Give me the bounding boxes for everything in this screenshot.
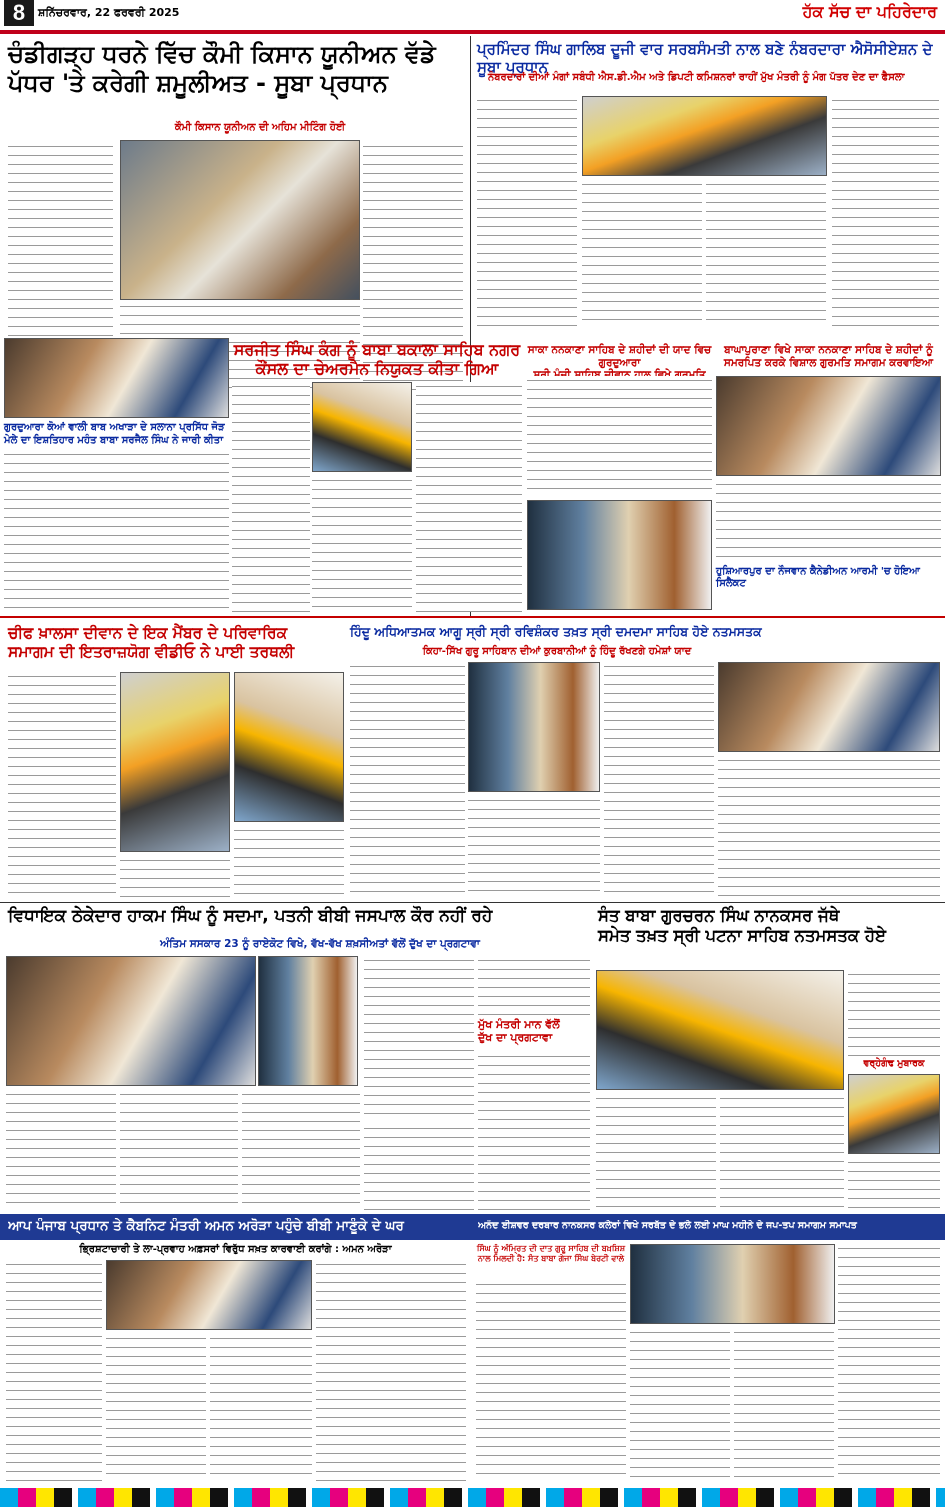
a4-body [4,450,229,610]
a11-headline-line2: ਦੁੱਖ ਦਾ ਪ੍ਰਗਟਾਵਾ [478,1031,553,1045]
a8-photo1 [120,672,230,852]
a13-label: ਵਰ੍ਹੇਗੰਢ ਮੁਬਾਰਕ [863,1058,925,1069]
a10-body-col2 [478,956,590,1016]
a9-photo2 [718,662,940,752]
a12-headline [598,906,940,946]
a8-headline-line2: ਸਮਾਗਮ ਦੀ ਇਤਰਾਜ਼ਯੋਗ ਵੀਡੀਓ ਨੇ ਪਾਈ ਤਰਥਲੀ [8,642,295,661]
a8-headline-line1: ਚੀਫ ਖ਼ਾਲਸਾ ਦੀਵਾਨ ਦੇ ਇਕ ਮੈਂਬਰ ਦੇ ਪਰਿਵਾਰਿਕ [8,624,288,642]
a3-headline-line1: ਸਰਜੀਤ ਸਿੰਘ ਕੰਗ ਨੂੰ ਬਾਬਾ ਬਕਾਲਾ ਸਾਹਿਬ ਨਗਰ [233,340,521,359]
a2-headline: ਪ੍ਰਮਿੰਦਰ ਸਿੰਘ ਗਾਲਿਬ ਦੂਜੀ ਵਾਰ ਸਰਬਸੰਮਤੀ ਨਾਲ ਬਣੇ ਨੰਬਰਦਾਰਾ ਐਸੋਸੀਏਸ਼ਨ ਦੇ ਸੂਬਾ ਪ੍ਰਧਾਨ [477,40,933,76]
a10-body-col3 [6,1090,116,1210]
a4-caption-line2: ਮੇਲੇ ਦਾ ਇਸ਼ਤਿਹਾਰ ਮਹੰਤ ਬਾਬਾ ਸਰਜੈਲ ਸਿੰਘ ਨੇ ਜਾਰੀ ਕੀਤਾ [4,434,224,446]
section-divider-1 [0,616,945,618]
a10-body-col1 [364,956,474,1121]
a12-headline-line1: ਸੰਤ ਬਾਬਾ ਗੁਰਚਰਨ ਸਿੰਘ ਨਾਨਕਸਰ ਜੱਥੇ [598,906,840,925]
registration-strip [0,1488,945,1507]
a3-body-col2 [312,476,412,612]
a1-photo [120,140,360,300]
a15-subhead: ਸਿੰਘ ਨੂੰ ਅੰਮ੍ਰਿਤ ਦੀ ਦਾਤ ਗੁਰੂ ਸਾਹਿਬ ਦੀ ਬਖ਼ਸ਼ਿਸ਼ ਨਾਲ ਮਿਲਦੀ ਹੈ: ਸੰਤ ਬਾਬਾ ਗੇਜਾ ਸਿੰਘ ਬੇਰਟੀ ਵਾਲੇ [476,1244,626,1263]
masthead-title: ਹੱਕ ਸੱਚ ਦਾ ਪਹਿਰੇਦਾਰ [802,2,937,21]
a9-photo1 [468,662,600,792]
a14-photo [106,1260,312,1330]
a8-photo2 [234,672,344,822]
a3-photo [312,382,412,472]
a3-body-col1 [232,382,310,612]
a14-headline: ਆਪ ਪੰਜਾਬ ਪ੍ਰਧਾਨ ਤੇ ਕੈਬਨਿਟ ਮੰਤਰੀ ਅਮਨ ਅਰੋੜਾ ਪਹੁੰਚੇ ਬੀਬੀ ਮਾਣੂੰਕੇ ਦੇ ਘਰ [8,1218,404,1234]
a9-body-col2 [468,796,600,897]
a2-body-col1 [477,96,577,326]
a15-body-col4 [838,1244,940,1482]
a9-body-col1 [350,662,465,897]
a9-headline: ਹਿੰਦੂ ਅਧਿਆਤਮਕ ਆਗੂ ਸ੍ਰੀ ਸ੍ਰੀ ਰਵਿਸ਼ੰਕਰ ਤਖ਼ਤ ਸ੍ਰੀ ਦਮਦਮਾ ਸਾਹਿਬ ਹੋਏ ਨਤਮਸਤਕ [350,624,762,639]
a10-body-col6 [364,1124,474,1210]
a12-photo [596,970,844,1090]
a10-photo2 [258,956,358,1086]
a15-body-col2 [630,1328,730,1482]
a10-body-col4 [120,1090,238,1210]
a6-headline [716,344,941,369]
a14-subhead: ਭ੍ਰਿਸ਼ਟਾਚਾਰੀ ਤੇ ਲਾ-ਪ੍ਰਵਾਹ ਅਫ਼ਸਰਾਂ ਵਿਰੁੱਧ ਸਖ਼ਤ ਕਾਰਵਾਈ ਕਰਾਂਗੇ : ਅਮਨ ਅਰੋੜਾ [79,1244,392,1255]
a7-caption: ਹੁਸ਼ਿਆਰਪੁਰ ਦਾ ਨੌਜਵਾਨ ਕੈਨੇਡੀਅਨ ਆਰਮੀ 'ਚ ਹੋਇਆ ਸਿਲੈਕਟ [716,566,920,589]
a10-headline: ਵਿਧਾਇਕ ਠੇਕੇਦਾਰ ਹਾਕਮ ਸਿੰਘ ਨੂੰ ਸਦਮਾ, ਪਤਨੀ ਬੀਬੀ ਜਸਪਾਲ ਕੌਰ ਨਹੀਂ ਰਹੇ [8,906,493,926]
a11-headline [478,1018,590,1044]
header-rule [0,30,945,34]
a1-headline-line2: ਪੱਧਰ 'ਤੇ ਕਰੇਗੀ ਸ਼ਮੂਲੀਅਤ - ਸੂਬਾ ਪ੍ਰਧਾਨ [8,68,388,97]
a12-headline-line2: ਸਮੇਤ ਤਖ਼ਤ ਸ੍ਰੀ ਪਟਨਾ ਸਾਹਿਬ ਨਤਮਸਤਕ ਹੋਏ [598,925,887,945]
section-divider-2 [0,902,945,903]
a9-body-col4 [718,756,940,897]
a10-subhead: ਅੰਤਿਮ ਸਸਕਾਰ 23 ਨੂੰ ਰਾਏਕੋਟ ਵਿਖੇ, ਵੱਖ-ਵੱਖ ਸ਼ਖ਼ਸੀਅਤਾਂ ਵੱਲੋਂ ਦੁੱਖ ਦਾ ਪ੍ਰਗਟਾਵਾ [160,938,480,950]
a15-body-col1 [476,1280,626,1482]
a5-body [527,376,712,496]
a12-body-col3 [720,1094,844,1210]
a13-photo [848,1074,940,1154]
a13-body [848,1158,940,1210]
a5-headline-line1: ਸਾਕਾ ਨਨਕਾਣਾ ਸਾਹਿਬ ਦੇ ਸ਼ਹੀਦਾਂ ਦੀ ਯਾਦ ਵਿਚ ਗੁਰਦੁਆਰਾ [527,344,712,369]
a4-caption-line1: ਗੁਰਦੁਆਰਾ ਕੋਆਂ ਵਾਲੀ ਬਾਬ ਅਖਾੜਾ ਦੇ ਸਲਾਨਾ ਪ੍ਰਸਿੱਧ ਜੋੜ [4,422,225,433]
a5-photo [527,500,712,610]
a6-body [716,480,941,562]
a1-headline [8,40,468,98]
a4-caption [4,422,229,447]
a15-body-col3 [734,1328,834,1482]
a2-body-col4 [832,96,939,326]
a6-photo [716,376,941,476]
a14-body-col1 [6,1260,102,1482]
a8-body-col2 [120,856,230,897]
a1-headline-line1: ਚੰਡੀਗੜ੍ਹ ਧਰਨੇ ਵਿੱਚ ਕੌਮੀ ਕਿਸਾਨ ਯੂਨੀਅਨ ਵੱਡੇ [8,40,436,68]
a6-headline-line1: ਬਾਘਾਪੁਰਾਣਾ ਵਿਖੇ ਸਾਕਾ ਨਨਕਾਣਾ ਸਾਹਿਬ ਦੇ ਸ਼ਹੀਦਾਂ ਨੂੰ [724,344,933,356]
a2-subhead: ਨੰਬਰਦਾਰਾਂ ਦੀਆਂ ਮੰਗਾਂ ਸਬੰਧੀ ਐਸ.ਡੀ.ਐਮ ਅਤੇ ਡਿਪਟੀ ਕਮਿਸ਼ਨਰਾਂ ਰਾਹੀਂ ਮੁੱਖ ਮੰਤਰੀ ਨੂੰ ਮੰਗ ਪੱਤਰ ਦੇਣ ਦਾ ਫੈਸਲਾ [488,72,905,83]
page-number: 8 [4,0,34,26]
a10-photo1 [6,956,256,1086]
a2-body-col3 [706,180,826,326]
a14-body-col2 [106,1334,206,1482]
a3-body-col3 [416,382,522,612]
a3-headline [232,340,522,378]
a11-headline-line1: ਮੁੱਖ ਮੰਤਰੀ ਮਾਨ ਵੱਲੋਂ [478,1018,560,1031]
a11-body [478,1052,590,1210]
a4-photo [4,338,229,418]
a12-body-col2 [596,1094,716,1210]
a2-photo [582,96,827,176]
a2-body-col2 [582,180,702,326]
a14-body-col4 [316,1260,466,1482]
a8-headline [8,624,343,661]
a15-photo [630,1244,835,1324]
a9-subhead: ਕਿਹਾ-ਸਿੱਖ ਗੁਰੂ ਸਾਹਿਬਾਨ ਦੀਆਂ ਕੁਰਬਾਨੀਆਂ ਨੂੰ ਹਿੰਦੂ ਰੱਖਣਗੇ ਹਮੇਸ਼ਾਂ ਯਾਦ [422,646,692,657]
issue-date: ਸ਼ਨਿੱਚਰਵਾਰ, 22 ਫਰਵਰੀ 2025 [38,6,180,19]
a14-body-col3 [210,1334,312,1482]
a15-headline: ਅਨੰਦ ਈਸ਼ਵਰ ਦਰਬਾਰ ਨਾਨਕਸਰ ਕਲੇਰਾਂ ਵਿਖੇ ਸਰਬੱਤ ਦੇ ਭਲੇ ਲਈ ਮਾਘ ਮਹੀਨੇ ਦੇ ਜਪ-ਤਪ ਸਮਾਗਮ ਸਮਾਪਤ [478,1220,857,1231]
a9-body-col3 [604,662,714,897]
a3-headline-line2: ਕੌਂਸਲ ਦਾ ਚੇਅਰਮੈਨ ਨਿਯੁਕਤ ਕੀਤਾ ਗਿਆ [255,359,499,379]
a8-body-col3 [234,826,344,897]
a8-body-col1 [8,672,116,897]
a10-body-col5 [242,1090,360,1210]
a12-body-col1 [848,970,940,1056]
a6-headline-line2: ਸਮਰਪਿਤ ਕਰਕੇ ਵਿਸ਼ਾਲ ਗੁਰਮਤਿ ਸਮਾਗਮ ਕਰਵਾਇਆ [723,356,934,369]
a1-subhead: ਕੌਮੀ ਕਿਸਾਨ ਯੂਨੀਅਨ ਦੀ ਅਹਿਮ ਮੀਟਿੰਗ ਹੋਈ [174,122,346,133]
